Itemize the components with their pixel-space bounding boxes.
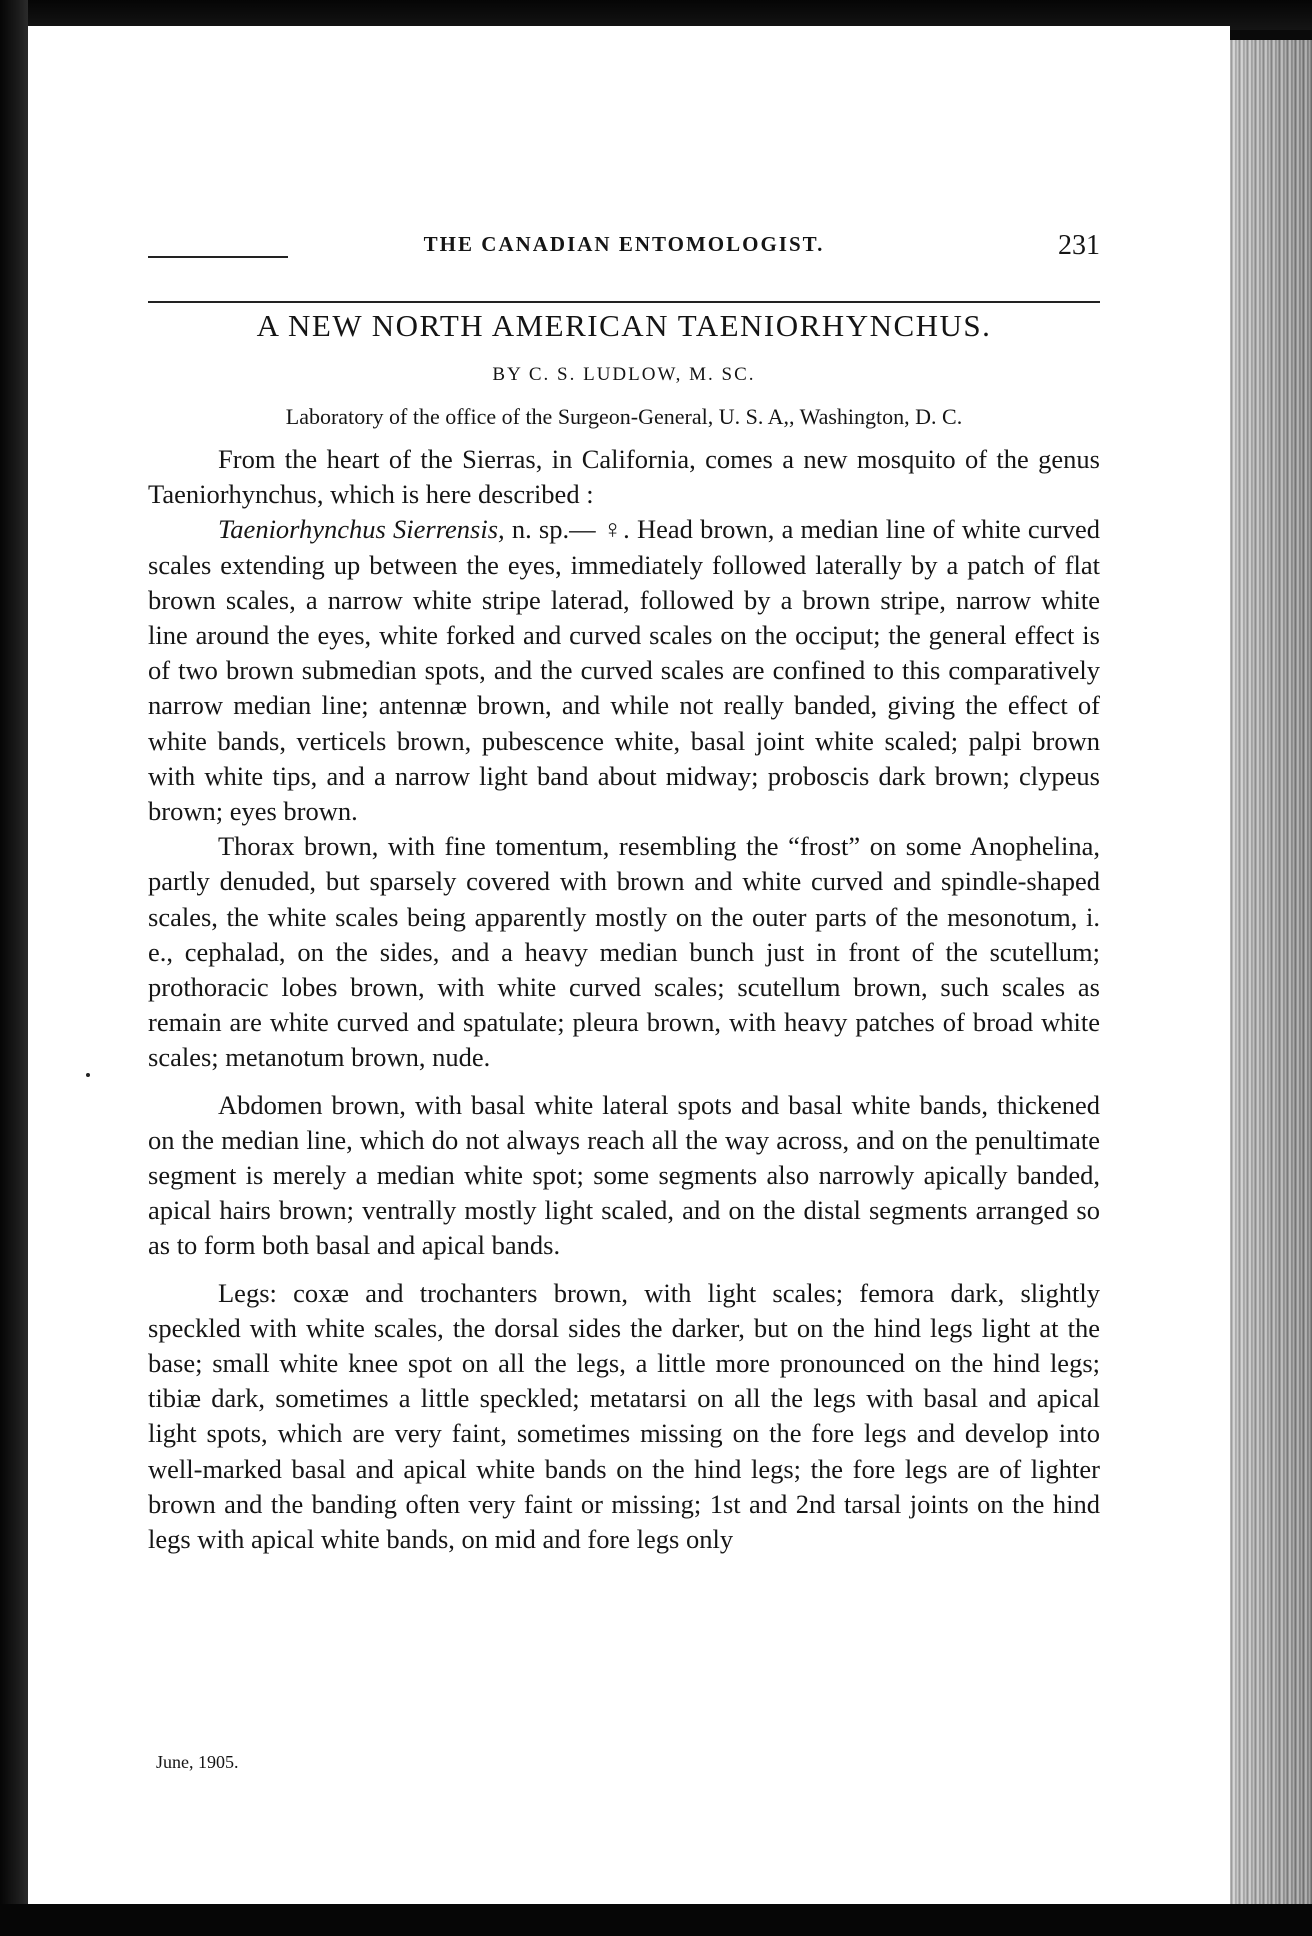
paragraph-text: n. sp.— ♀. Head brown, a median line of white curved scales extending up between the eyes, immediately followed laterally by a patch of flat brown scales, a narrow white stripe laterad, followed by a brown stripe, narrow white line around the eyes, white forked and curved scales on the occiput; the general effect is of two brown submedian spots, and the curved scales are confined to this comparatively narrow median line; antennæ brown, and while not really banded, giving the effect of white bands, verticels brown, pubescence white, basal joint white scaled; palpi brown with white tips, and a narrow light band about midway; proboscis dark brown; clypeus brown; eyes brown. xyxy=(148,514,1100,827)
paragraph-legs xyxy=(148,1276,1100,1558)
article-body xyxy=(148,442,1100,1557)
book-page-edges-shade xyxy=(1228,40,1312,1906)
scan-border-bottom xyxy=(0,1904,1312,1936)
article-title: A NEW NORTH AMERICAN TAENIORHYNCHUS. xyxy=(256,308,992,343)
author-affiliation: Laboratory of the office of the Surgeon-General, U. S. A,, Washington, D. C. xyxy=(285,404,963,429)
paragraph-intro xyxy=(148,442,1100,512)
running-head xyxy=(148,224,1100,264)
paragraph-head xyxy=(148,512,1100,829)
paragraph-text: Legs: coxæ and trochanters brown, with light scales; femora dark, slightly speckled with white scales, the dorsal sides the darker, but on the hind legs light at the base; small white knee spot on all the legs, a little more pronounced on the hind legs; tibiæ dark, sometimes a little speckled; metatarsi on all the legs with basal and apical light spots, which are very faint, sometimes missing on the fore legs and develop into well-marked basal and apical white bands on the hind legs; the fore legs are of lighter brown and the banding often very faint or missing; 1st and 2nd tarsal joints on the hind legs with apical white bands, on mid and fore legs only xyxy=(148,1277,1100,1555)
journal-name: THE CANADIAN ENTOMOLOGIST. xyxy=(423,232,825,256)
running-head-rule xyxy=(148,256,288,258)
scan-border-left xyxy=(0,0,28,1936)
species-name: Taeniorhynchus Sierrensis, xyxy=(218,514,505,545)
paragraph-text: Abdomen brown, with basal white lateral spots and basal white bands, thickened on the median line, which do not always reach all the way across, and on the penultimate segment is merely a median white spot; some segments also narrowly apically banded, apical hairs brown; ventrally mostly light scaled, and on the distal segments arranged so as to form both basal and apical bands. xyxy=(148,1089,1100,1261)
author-byline: BY C. S. LUDLOW, M. SC. xyxy=(492,364,756,385)
issue-date: June, 1905. xyxy=(156,1752,239,1772)
paragraph-thorax xyxy=(148,829,1100,1075)
book-page xyxy=(28,26,1230,1906)
paragraph-abdomen xyxy=(148,1088,1100,1264)
paragraph-text: From the heart of the Sierras, in California, comes a new mosquito of the genus Taeniorhynchus, which is here described : xyxy=(148,444,1100,510)
page-number: 231 xyxy=(1058,230,1100,261)
title-rule xyxy=(148,301,1100,303)
margin-speck xyxy=(86,1073,90,1077)
paragraph-text: Thorax brown, with fine tomentum, resembling the “frost” on some Anophelina, partly denuded, but sparsely covered with brown and white curved and spindle-shaped scales, the white scales being apparently mostly on the outer parts of the mesonotum, i. e., cephalad, on the sides, and a heavy median bunch just in front of the scutellum; prothoracic lobes brown, with white curved scales; scutellum brown, such scales as remain are white curved and spatulate; pleura brown, with heavy patches of broad white scales; metanotum brown, nude. xyxy=(148,831,1100,1073)
